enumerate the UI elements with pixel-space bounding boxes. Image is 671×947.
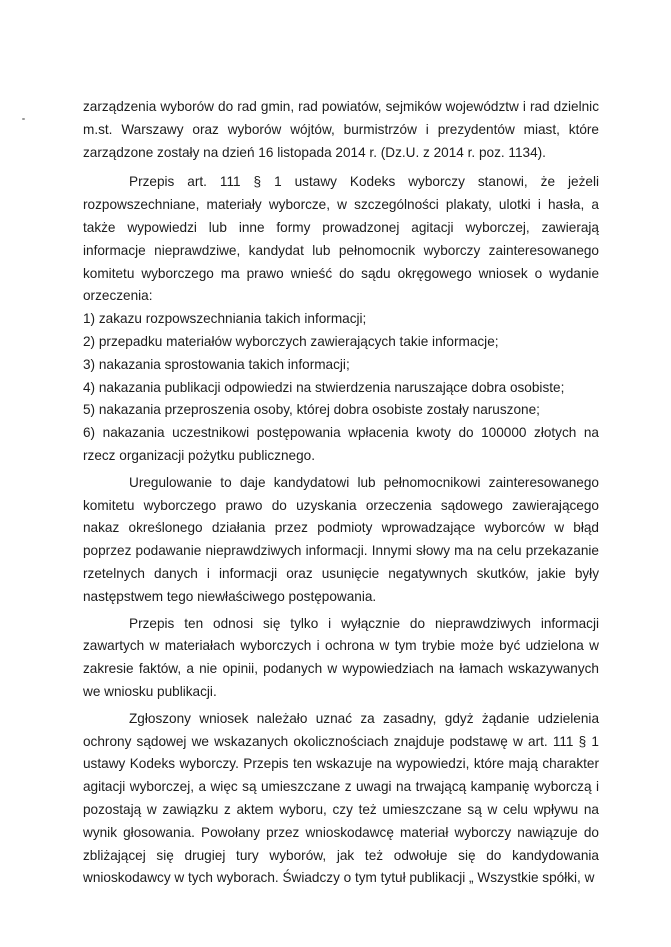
list-item-3: 3) nakazania sprostowania takich informacji; <box>83 356 350 372</box>
document-body <box>83 96 599 890</box>
paragraph-uregulowanie: Uregulowanie to daje kandydatowi lub pełnomocnikowi zainteresowanego komitetu wyborczego prawo do uzyskania orzeczenia sądowego zawierającego nakaz określonego działania przez podmioty wprowadzające wyborców w błąd poprzez podawanie nieprawdziwych informacji. Innymi słowy ma na celu przekazanie rzetelnych danych i informacji oraz usunięcie negatywnych skutków, jakie były następstwem tego niewłaściwego postępowania. <box>83 474 599 604</box>
list-item-4: 4) nakazania publikacji odpowiedzi na stwierdzenia naruszające dobra osobiste; <box>83 379 565 395</box>
paragraph-art-111: Przepis art. 111 § 1 ustawy Kodeks wyborczy stanowi, że jeżeli rozpowszechniane, materiały wyborcze, w szczególności plakaty, ulotki i hasła, a także wypowiedzi lub inne formy prowadzonej agitacji wyborczej, zawierają informacje nieprawdziwe, kandydat lub pełnomocnik wyborczy zainteresowanego komitetu wyborczego ma prawo wnieść do sądu okręgowego wniosek o wydanie orzeczenia: <box>83 174 599 304</box>
list-item-5: 5) nakazania przeproszenia osoby, której dobra osobiste zostały naruszone; <box>83 402 540 418</box>
list-item-6: 6) nakazania uczestnikowi postępowania wpłacenia kwoty do 100000 złotych na rzecz organizacji pożytku publicznego. <box>83 425 599 463</box>
list-item-1: 1) zakazu rozpowszechniania takich informacji; <box>83 311 367 327</box>
paragraph-przepis-odnosi: Przepis ten odnosi się tylko i wyłącznie do nieprawdziwych informacji zawartych w materiałach wyborczych i ochrona w tym trybie może być udzielona w zakresie faktów, a nie opinii, podanych w wypowiedziach na łamach wskazywanych we wniosku publikacji. <box>83 615 599 699</box>
paragraph-intro: zarządzenia wyborów do rad gmin, rad powiatów, sejmików województw i rad dzielnic m.st. Warszawy oraz wyborów wójtów, burmistrzów i prezydentów miast, które zarządzone zostały na dzień 16 listopada 2014 r. (Dz.U. z 2014 r. poz. 1134). <box>83 99 599 160</box>
scan-speck <box>22 118 25 120</box>
list-item-2: 2) przepadku materiałów wyborczych zawierających takie informacje; <box>83 333 499 349</box>
paragraph-zgloszony-wniosek: Zgłoszony wniosek należało uznać za zasadny, gdyż żądanie udzielenia ochrony sądowej we wskazanych okolicznościach znajduje podstawę w art. 111 § 1 ustawy Kodeks wyborczy. Przepis ten wskazuje na wypowiedzi, które mają charakter agitacji wyborczej, a więc są umieszczane z uwagi na trwającą kampanię wyborczą i pozostają w zawiązku z aktem wyboru, czy też umieszczane są w celu wpływu na wynik głosowania. Powołany przez wnioskodawcę materiał wyborczy nawiązuje do zbliżającej się drugiej tury wyborów, jak też odwołuje się do kandydowania wnioskodawcy w tych wyborach. Świadczy o tym tytuł publikacji „ Wszystkie spółki, w <box>83 710 599 886</box>
